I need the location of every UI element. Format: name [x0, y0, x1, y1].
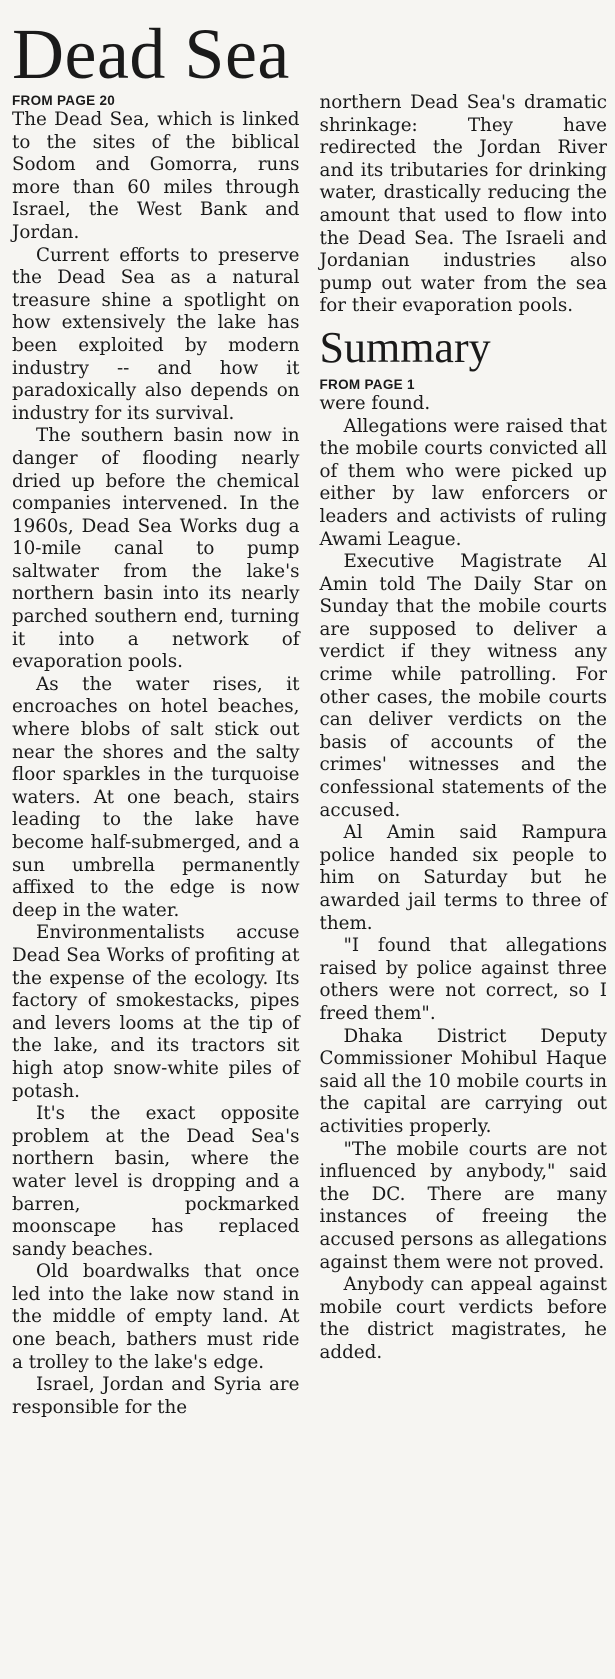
- dead-sea-paragraph: The southern basin now in danger of flooding nearly dried up before the chemical companies intervened. In the 1960s, Dead Sea Works dug a 10-mile canal to pump saltwater from the lake's northern basin into its nearly parched southern end, turning it into a network of evaporation pools.: [12, 425, 300, 673]
- summary-paragraph: Anybody can appeal against mobile court verdicts before the district magistrates, he added.: [319, 1274, 607, 1363]
- left-column: [12, 92, 300, 1419]
- summary-kicker: FROM PAGE 1: [319, 376, 415, 392]
- dead-sea-paragraph: Old boardwalks that once led into the lake now stand in the middle of empty land. At one beach, bathers must ride a trolley to the lake's edge.: [12, 1261, 300, 1373]
- dead-sea-paragraph: Israel, Jordan and Syria are responsible for the: [12, 1374, 300, 1418]
- summary-paragraph: Executive Magistrate Al Amin told The Daily Star on Sunday that the mobile courts are supposed to deliver a verdict if they witness any crime while patrolling. For other cases, the mobile courts can deliver verdicts on the basis of accounts of the crimes' witnesses and the confessional statements of the accused.: [319, 551, 607, 821]
- summary-headline: Summary: [319, 322, 491, 372]
- dead-sea-paragraph: As the water rises, it encroaches on hotel beaches, where blobs of salt stick out near the shores and the salty floor sparkles in the turquoise waters. At one beach, stairs leading to the lake have become half-submerged, and a sun umbrella permanently affixed to the edge is now deep in the water.: [12, 673, 300, 921]
- dead-sea-paragraph: The Dead Sea, which is linked to the sites of the biblical Sodom and Gomorra, runs more than 60 miles through Israel, the West Bank and Jordan.: [12, 109, 300, 243]
- summary-paragraph: Dhaka District Deputy Commissioner Mohibul Haque said all the 10 mobile courts in the capital are carrying out activities properly.: [319, 1025, 607, 1137]
- summary-paragraph: Allegations were raised that the mobile courts convicted all of them who were picked up either by law enforcers or leaders and activists of ruling Awami League.: [319, 415, 607, 550]
- dead-sea-paragraph: Current efforts to preserve the Dead Sea as a natural treasure shine a spotlight on how extensively the lake has been exploited by modern industry -- and how it paradoxically also depends on industry for its survival.: [12, 244, 300, 424]
- dead-sea-headline: Dead Sea: [12, 14, 290, 94]
- summary-paragraph: were found.: [319, 392, 431, 414]
- summary-paragraph: "The mobile courts are not influenced by anybody," said the DC. There are many instances of freeing the accused persons as allegations against them were not proved.: [319, 1138, 607, 1273]
- right-column: [320, 92, 608, 1419]
- dead-sea-kicker: FROM PAGE 20: [12, 93, 116, 108]
- article-columns: [12, 92, 607, 1419]
- dead-sea-paragraph: It's the exact opposite problem at the Dead Sea's northern basin, where the water level is dropping and a barren, pockmarked moonscape has replaced sandy beaches.: [12, 1103, 300, 1260]
- summary-paragraph: "I found that allegations raised by police against three others were not correct, so I freed them".: [319, 935, 607, 1024]
- summary-paragraph: Al Amin said Rampura police handed six people to him on Saturday but he awarded jail terms to three of them.: [319, 822, 607, 934]
- dead-sea-continued-paragraph: northern Dead Sea's dramatic shrinkage: They have redirected the Jordan River and its tributaries for drinking water, drastically reducing the amount that used to flow into the Dead Sea. The Israeli and Jordanian industries also pump out water from the sea for their evaporation pools.: [319, 92, 607, 317]
- dead-sea-paragraph: Environmentalists accuse Dead Sea Works of profiting at the expense of the ecology. Its factory of smokestacks, pipes and levers looms at the tip of the lake, and its tractors sit high atop snow-white piles of potash.: [12, 922, 300, 1102]
